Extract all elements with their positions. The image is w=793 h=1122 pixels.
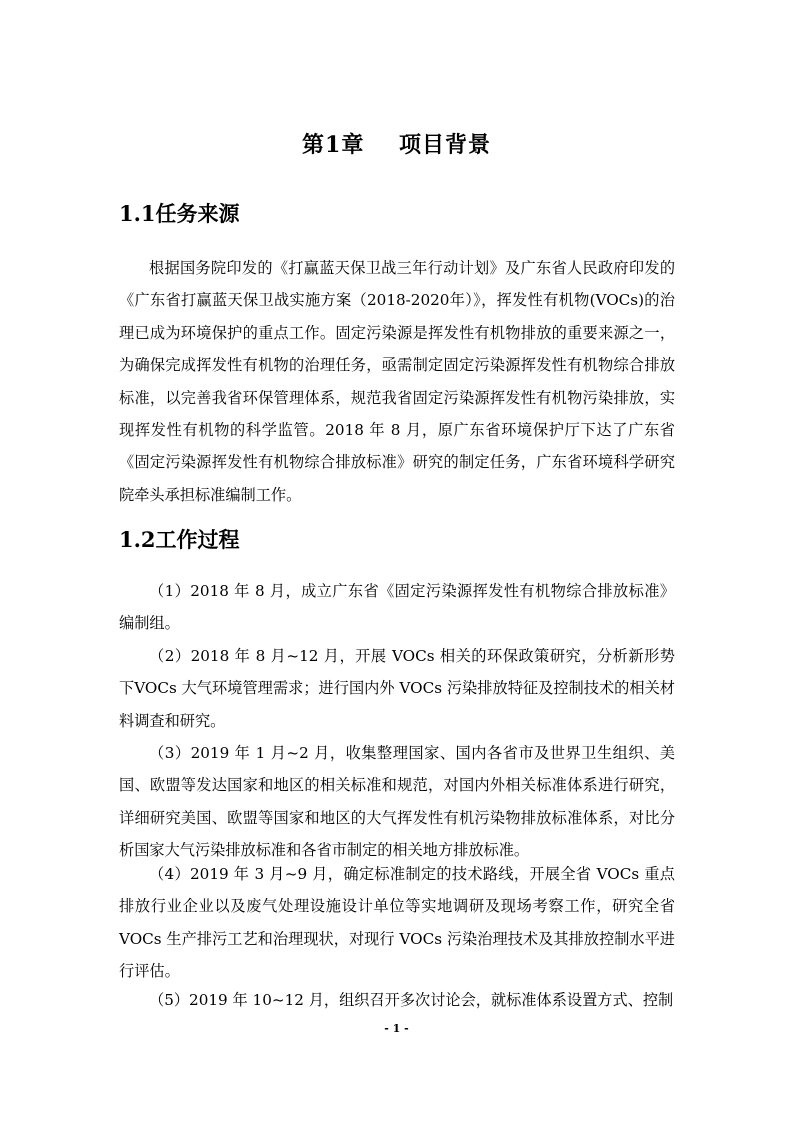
paragraph-step-3: （3）2019 年 1 月~2 月，收集整理国家、国内各省市及世界卫生组织、美国、欧盟等发达国家和地区的相关标准和规范，对国内外相关标准体系进行研究，详细研究美国、欧盟等国家和地区的大气挥发性有机污染物排放标准体系，对比分析国家大气污染排放标准和各省市制定的相关地方排放标准。	[119, 744, 675, 860]
paragraph-step-5: （5）2019 年 10~12 月，组织召开多次讨论会，就标准体系设置方式、控制	[149, 991, 674, 1009]
paragraph-task-source: 根据国务院印发的《打赢蓝天保卫战三年行动计划》及广东省人民政府印发的《广东省打赢蓝天保卫战实施方案（2018-2020年）》，挥发性有机物(VOCs)的治理已成为环境保护的重点工作。固定污染源是挥发性有机物排放的重要来源之一，为确保完成挥发性有机物的治理任务，亟需制定固定污染源挥发性有机物综合排放标准，以完善我省环保管理体系，规范我省固定污染源挥发性有机物污染排放，实现挥发性有机物的科学监管。2018 年 8 月，原广东省环境保护厅下达了广东省《固定污染源挥发性有机物综合排放标准》研究的制定任务，广东省环境科学研究院牵头承担标准编制工作。	[119, 259, 675, 504]
paragraph-step-1: （1）2018 年 8 月，成立广东省《固定污染源挥发性有机物综合排放标准》编制组。	[119, 582, 675, 633]
paragraph-step-2: （2）2018 年 8 月~12 月，开展 VOCs 相关的环保政策研究，分析新形势下VOCs 大气环境管理需求；进行国内外 VOCs 污染排放特征及控制技术的相关材料调查和研究。	[119, 647, 675, 730]
section-heading-work-process: 1.2工作过程	[119, 527, 240, 552]
paragraph-step-4: （4）2019 年 3 月~9 月，确定标准制定的技术路线，开展全省 VOCs 重点排放行业企业以及废气处理设施设计单位等实地调研及现场考察工作，研究全省VOCs 生产排污工艺和治理现状，对现行 VOCs 污染治理技术及其排放控制水平进行评估。	[119, 865, 675, 981]
chapter-title: 第1章 项目背景	[302, 132, 491, 158]
section-heading-task-source: 1.1任务来源	[119, 201, 240, 226]
page-number: - 1 -	[384, 1022, 409, 1035]
